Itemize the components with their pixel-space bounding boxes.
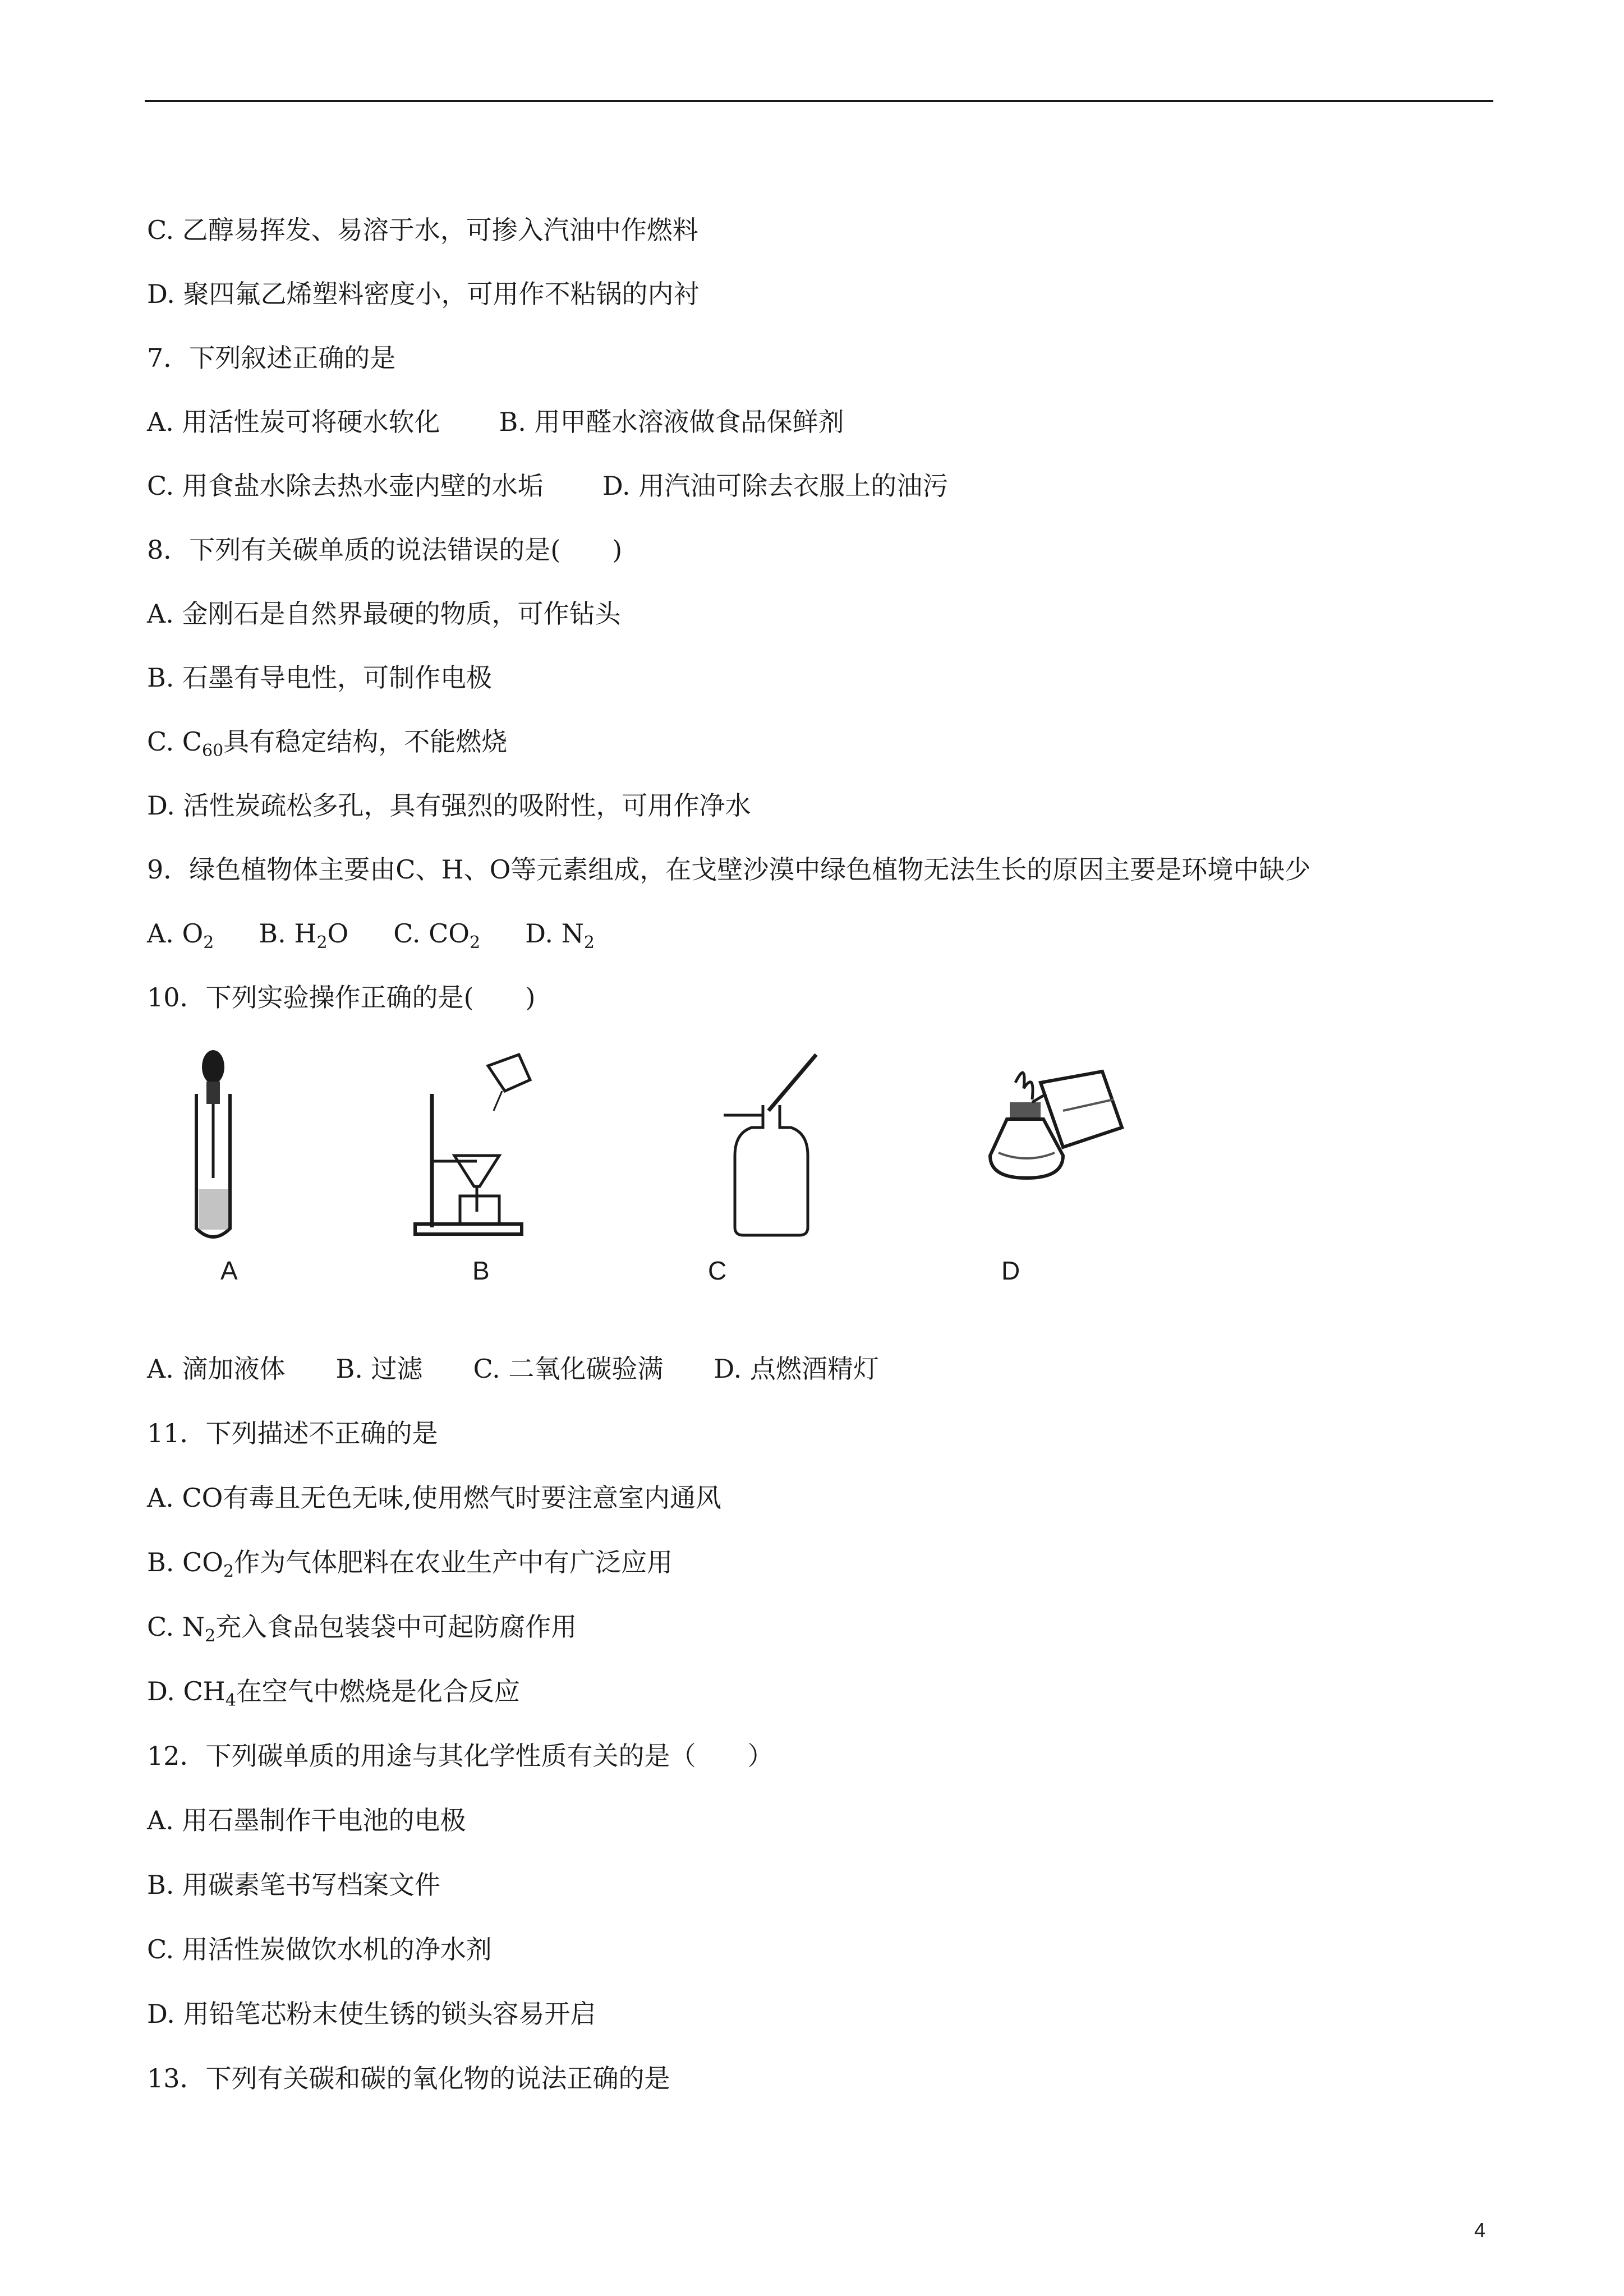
q9-option-b: B. $H_2O$ [259, 918, 349, 953]
q7-option-a: A. 用活性炭可将硬水软化 [147, 407, 440, 437]
q9-options [147, 917, 595, 953]
q8-option-d: D. 活性炭疏松多孔，具有强烈的吸附性，可用作净水 [147, 790, 751, 821]
q10-stem: 10．下列实验操作正确的是( ) [147, 982, 536, 1013]
page-number: 4 [1474, 2219, 1486, 2242]
q8-stem: 8．下列有关碳单质的说法错误的是( ) [147, 535, 623, 565]
q9-option-d: D. $N_2$ [525, 918, 595, 953]
q12-option-a: A. 用石墨制作干电池的电极 [147, 1805, 466, 1835]
q9-option-a: A. $O_2$ [147, 918, 214, 953]
q8-option-b: B. 石墨有导电性，可制作电极 [147, 662, 493, 693]
q6-option-c: C. 乙醇易挥发、易溶于水，可掺入汽油中作燃料 [147, 215, 698, 245]
q11-option-b: B. $CO_2$作为气体肥料在农业生产中有广泛应用 [147, 1547, 673, 1581]
q8-option-a: A. 金刚石是自然界最硬的物质，可作钻头 [147, 599, 621, 629]
alcohol-lamp-figure [984, 1049, 1130, 1245]
q7-option-d: D. 用汽油可除去衣服上的油污 [602, 471, 949, 501]
q11-option-c: C. $N_2$充入食品包装袋中可起防腐作用 [147, 1612, 577, 1646]
q12-option-b: B. 用碳素笔书写档案文件 [147, 1870, 441, 1900]
q10-option-a: A. 滴加液体 [147, 1354, 286, 1384]
q8-option-c: C. $C_{60}$具有稳定结构，不能燃烧 [147, 726, 508, 761]
q6-option-d: D. 聚四氟乙烯塑料密度小，可用作不粘锅的内衬 [147, 279, 700, 309]
figure-label-a: A [220, 1256, 238, 1285]
q9-stem: 9．绿色植物体主要由C、H、O等元素组成，在戈壁沙漠中绿色植物无法生长的原因主要是环境中缺少 [147, 854, 1311, 885]
q7-stem: 7．下列叙述正确的是 [147, 343, 396, 373]
q10-option-c: C. 二氧化碳验满 [473, 1354, 664, 1384]
dropper-figure [174, 1049, 252, 1245]
gas-bottle-figure [712, 1049, 836, 1245]
q11-option-d: D. $CH_4$在空气中燃烧是化合反应 [147, 1676, 520, 1710]
q12-option-d: D. 用铅笔芯粉末使生锈的锁头容易开启 [147, 1999, 596, 2029]
figure-label-b: B [472, 1256, 490, 1285]
q7-options-row1 [147, 405, 844, 439]
filtration-figure [410, 1049, 539, 1245]
q13-stem: 13．下列有关碳和碳的氧化物的说法正确的是 [147, 2063, 670, 2093]
q11-option-a: A. CO有毒且无色无味,使用燃气时要注意室内通风 [147, 1483, 721, 1513]
q12-option-c: C. 用活性炭做饮水机的净水剂 [147, 1934, 492, 1964]
header-rule [145, 100, 1493, 102]
q7-option-b: B. 用甲醛水溶液做食品保鲜剂 [499, 407, 844, 437]
q9-option-c: C. $CO_2$ [393, 918, 481, 953]
q11-stem: 11．下列描述不正确的是 [147, 1418, 438, 1448]
q7-options-row2 [147, 469, 948, 503]
q12-stem: 12．下列碳单质的用途与其化学性质有关的是（ ） [147, 1741, 774, 1771]
q10-options [147, 1352, 879, 1386]
figure-label-d: D [1001, 1256, 1020, 1285]
q7-option-c: C. 用食盐水除去热水壶内壁的水垢 [147, 471, 544, 501]
figure-label-c: C [708, 1256, 727, 1285]
q10-option-b: B. 过滤 [335, 1354, 423, 1384]
q10-option-d: D. 点燃酒精灯 [714, 1354, 879, 1384]
